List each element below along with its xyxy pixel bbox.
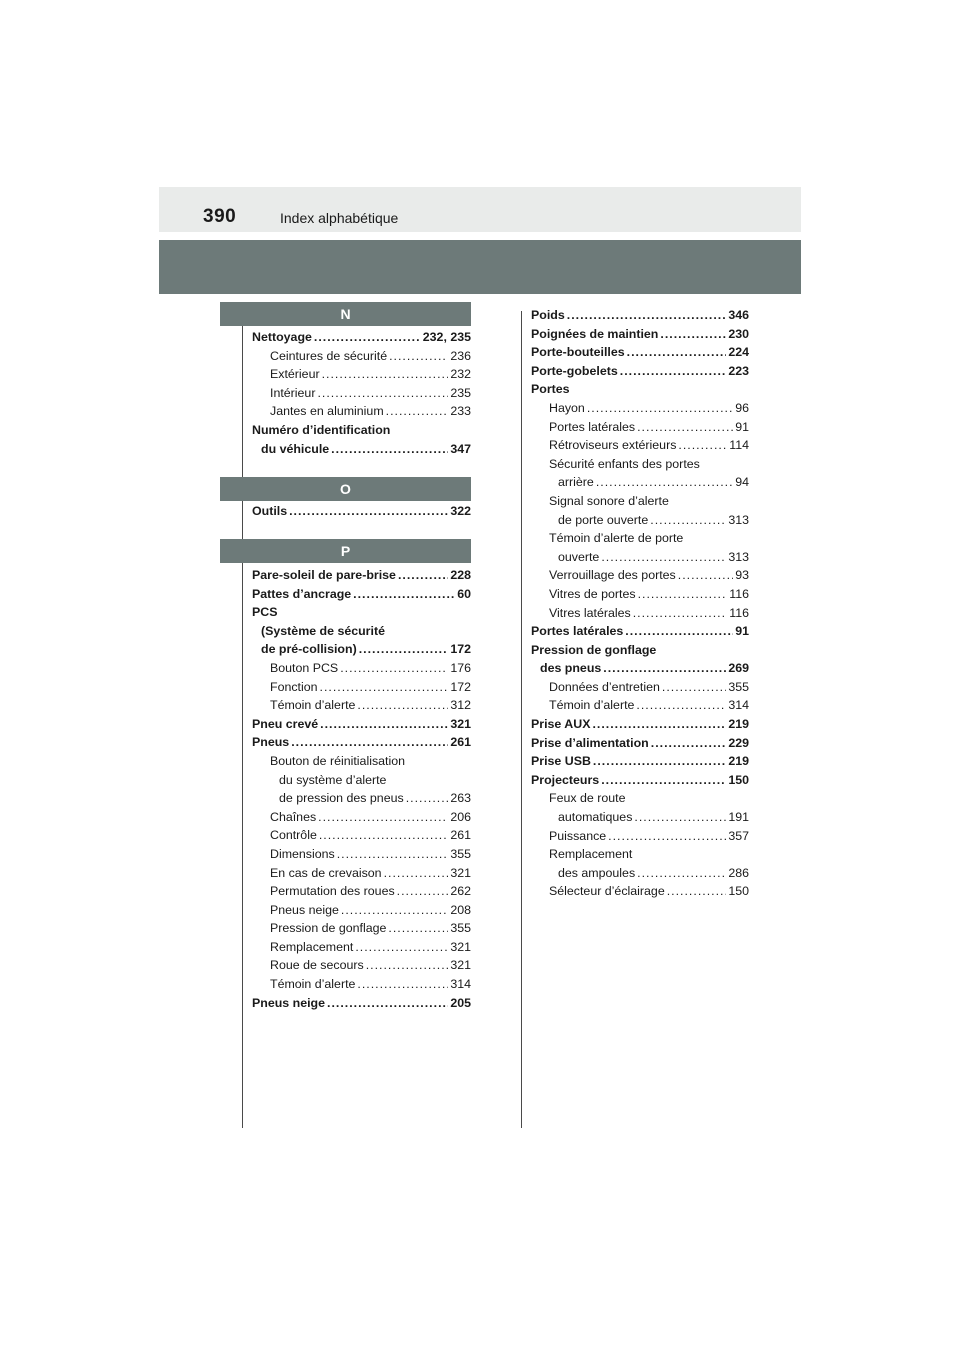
index-subentry [531, 864, 749, 883]
index-subentry [252, 365, 471, 384]
index-subentry [531, 399, 749, 418]
entry-heading-line: Feux de route [549, 791, 626, 806]
entry-label: Roue de secours [270, 958, 364, 973]
index-entry [531, 752, 749, 771]
entry-label: Jantes en aluminium [270, 404, 384, 419]
index-subentry [531, 566, 749, 585]
entry-label: Pneu crevé [252, 716, 319, 731]
entry-page: 224 [728, 345, 749, 360]
entry-page: 357 [728, 828, 749, 843]
index-subentry [531, 808, 749, 827]
entry-page: 93 [735, 568, 749, 583]
entry-label: automatiques [558, 810, 633, 825]
entry-page: 116 [729, 586, 749, 601]
entry-heading-line: PCS [252, 605, 278, 620]
index-entry [531, 362, 749, 381]
entry-heading-line: du système d’alerte [279, 772, 387, 787]
index-subentry [252, 789, 471, 808]
entry-page: 312 [450, 698, 471, 713]
entry-page: 94 [735, 475, 749, 490]
index-subentry [531, 827, 749, 846]
index-subentry [531, 418, 749, 437]
entry-label: En cas de crevaison [270, 865, 382, 880]
entry-label: Pneus neige [270, 902, 339, 917]
entry-page: 172 [450, 679, 471, 694]
entry-page: 313 [728, 549, 749, 564]
entry-label: de pré-collision) [261, 642, 357, 657]
entry-label: Rétroviseurs extérieurs [549, 438, 677, 453]
index-subentry [252, 808, 471, 827]
index-entry [531, 325, 749, 344]
index-subentry [531, 678, 749, 697]
entry-label: Portes latérales [549, 419, 636, 434]
entry-label: ouverte [558, 549, 600, 564]
index-column-left-p [252, 566, 471, 1012]
entry-label: Pneus neige [252, 995, 325, 1010]
entry-page: 206 [450, 809, 471, 824]
entry-page: 116 [729, 605, 749, 620]
entry-label: Chaînes [270, 809, 317, 824]
entry-label: de pression des pneus [279, 791, 404, 806]
index-entry [252, 733, 471, 752]
index-entry [531, 771, 749, 790]
entry-page: 223 [728, 363, 749, 378]
index-subentry [252, 347, 471, 366]
entry-label: Poids [531, 308, 565, 322]
entry-page: 219 [728, 717, 749, 732]
entry-label: Témoin d’alerte [270, 698, 356, 713]
entry-page: 269 [728, 661, 749, 676]
entry-label: Pneus [252, 735, 290, 750]
index-subentry [531, 696, 749, 715]
index-subentry [531, 436, 749, 455]
entry-heading-line: Témoin d’alerte de porte [549, 531, 684, 546]
index-subentry [252, 975, 471, 994]
entry-label: Données d’entretien [549, 679, 660, 694]
entry-label: de porte ouverte [558, 512, 649, 527]
index-entry [531, 659, 749, 678]
index-entry [531, 622, 749, 641]
index-subentry [531, 585, 749, 604]
entry-page: 321 [450, 716, 471, 731]
entry-label: Hayon [549, 400, 585, 415]
entry-page: 236 [450, 348, 471, 363]
entry-label: Pare-soleil de pare-brise [252, 568, 396, 582]
index-column-left-n [252, 328, 471, 458]
entry-label: Contrôle [270, 828, 317, 843]
index-column-right [531, 306, 749, 901]
entry-page: 233 [450, 404, 471, 419]
index-subentry [252, 845, 471, 864]
entry-heading-line: Numéro d’identification [252, 422, 391, 437]
index-entry [531, 306, 749, 325]
index-entry [531, 715, 749, 734]
entry-page: 60 [457, 586, 471, 601]
right-column-rule [521, 311, 522, 1128]
entry-page: 208 [450, 902, 471, 917]
entry-page: 205 [450, 995, 471, 1010]
entry-page: 262 [450, 884, 471, 899]
left-column-rule [242, 311, 243, 1128]
index-entry [252, 715, 471, 734]
index-subentry [252, 901, 471, 920]
entry-heading-line: Sécurité enfants des portes [549, 456, 700, 471]
entry-label: Témoin d’alerte [270, 977, 356, 992]
index-entry [252, 585, 471, 604]
section-header-o: O [220, 477, 471, 501]
entry-label: Prise USB [531, 754, 591, 769]
index-subentry [252, 384, 471, 403]
index-subentry [252, 938, 471, 957]
index-subentry [531, 882, 749, 901]
entry-label: Pattes d’ancrage [252, 586, 352, 601]
index-subentry [252, 659, 471, 678]
entry-label: Prise d’alimentation [531, 735, 649, 750]
index-subentry [252, 826, 471, 845]
entry-page: 314 [450, 977, 471, 992]
index-subentry [252, 919, 471, 938]
entry-label: Nettoyage [252, 330, 312, 344]
index-subentry [252, 402, 471, 421]
entry-page: 150 [728, 772, 749, 787]
entry-label: arrière [558, 475, 594, 490]
entry-label: Permutation des roues [270, 884, 395, 899]
entry-page: 229 [728, 735, 749, 750]
entry-page: 261 [450, 735, 471, 750]
entry-page: 219 [728, 754, 749, 769]
entry-label: Verrouillage des portes [549, 568, 676, 583]
entry-page: 286 [728, 865, 749, 880]
entry-page: 355 [450, 846, 471, 861]
entry-label: Puissance [549, 828, 607, 843]
index-subentry [252, 864, 471, 883]
entry-page: 232 [450, 367, 471, 382]
entry-page: 191 [728, 810, 749, 825]
entry-heading-line: Bouton de réinitialisation [270, 753, 406, 768]
entry-label: des ampoules [558, 865, 636, 880]
entry-page: 91 [735, 419, 749, 434]
entry-heading-line: Signal sonore d’alerte [549, 493, 669, 508]
index-subentry [252, 882, 471, 901]
entry-page: 114 [729, 438, 749, 453]
entry-page: 322 [450, 504, 471, 518]
entry-page: 321 [450, 865, 471, 880]
section-header-n: N [220, 302, 471, 326]
index-entry [252, 994, 471, 1013]
entry-page: 261 [450, 828, 471, 843]
entry-page: 91 [735, 624, 749, 639]
entry-page: 150 [728, 884, 749, 899]
index-subentry [252, 696, 471, 715]
index-subentry [252, 956, 471, 975]
entry-page: 321 [450, 939, 471, 954]
index-entry [252, 640, 471, 659]
section-header-p: P [220, 539, 471, 563]
entry-label: Bouton PCS [270, 660, 339, 675]
entry-label: Extérieur [270, 367, 320, 382]
entry-label: Portes latérales [531, 624, 624, 639]
entry-page: 172 [450, 642, 471, 657]
entry-page: 230 [728, 326, 749, 341]
entry-label: Porte-gobelets [531, 363, 618, 378]
index-subentry [531, 511, 749, 530]
index-entry [531, 734, 749, 753]
entry-page: 314 [728, 698, 749, 713]
page-title: Index alphabétique [280, 210, 399, 226]
entry-label: Ceintures de sécurité [270, 348, 388, 363]
entry-label: Dimensions [270, 846, 335, 861]
entry-page: 321 [450, 958, 471, 973]
index-subentry [531, 604, 749, 623]
index-entry [252, 502, 471, 521]
entry-label: Prise AUX [531, 717, 591, 732]
entry-page: 346 [728, 308, 749, 322]
header-band [159, 240, 801, 294]
page-header [159, 187, 801, 232]
index-entry [252, 328, 471, 347]
entry-label: Poignées de maintien [531, 326, 659, 341]
entry-page: 313 [728, 512, 749, 527]
entry-heading-line: Pression de gonflage [531, 642, 657, 657]
page-number: 390 [203, 206, 237, 227]
entry-heading-line: (Système de sécurité [261, 623, 385, 638]
entry-page: 263 [450, 791, 471, 806]
entry-page: 176 [450, 660, 471, 675]
index-subentry [531, 473, 749, 492]
entry-label: Remplacement [270, 939, 354, 954]
entry-label: Vitres de portes [549, 586, 636, 601]
entry-label: Témoin d’alerte [549, 698, 635, 713]
entry-heading-line: Portes [531, 382, 570, 397]
index-column-left-o [252, 502, 471, 521]
entry-label: Outils [252, 504, 288, 518]
entry-label: des pneus [540, 661, 602, 676]
entry-label: Projecteurs [531, 772, 600, 787]
index-subentry [252, 678, 471, 697]
entry-label: Sélecteur d’éclairage [549, 884, 665, 899]
entry-heading-line: Remplacement [549, 847, 633, 862]
index-subentry [531, 548, 749, 567]
entry-label: Pression de gonflage [270, 921, 387, 936]
entry-page: 228 [450, 568, 471, 582]
entry-label: Fonction [270, 679, 318, 694]
entry-page: 232, 235 [422, 330, 471, 344]
entry-page: 347 [450, 441, 471, 456]
entry-label: Vitres latérales [549, 605, 631, 620]
entry-page: 355 [450, 921, 471, 936]
index-entry [252, 566, 471, 585]
entry-label: Porte-bouteilles [531, 345, 625, 360]
entry-page: 355 [728, 679, 749, 694]
entry-label: Intérieur [270, 385, 316, 400]
entry-page: 235 [450, 385, 471, 400]
index-entry [531, 343, 749, 362]
entry-label: du véhicule [261, 441, 330, 456]
entry-page: 96 [735, 400, 749, 415]
index-entry [252, 440, 471, 459]
